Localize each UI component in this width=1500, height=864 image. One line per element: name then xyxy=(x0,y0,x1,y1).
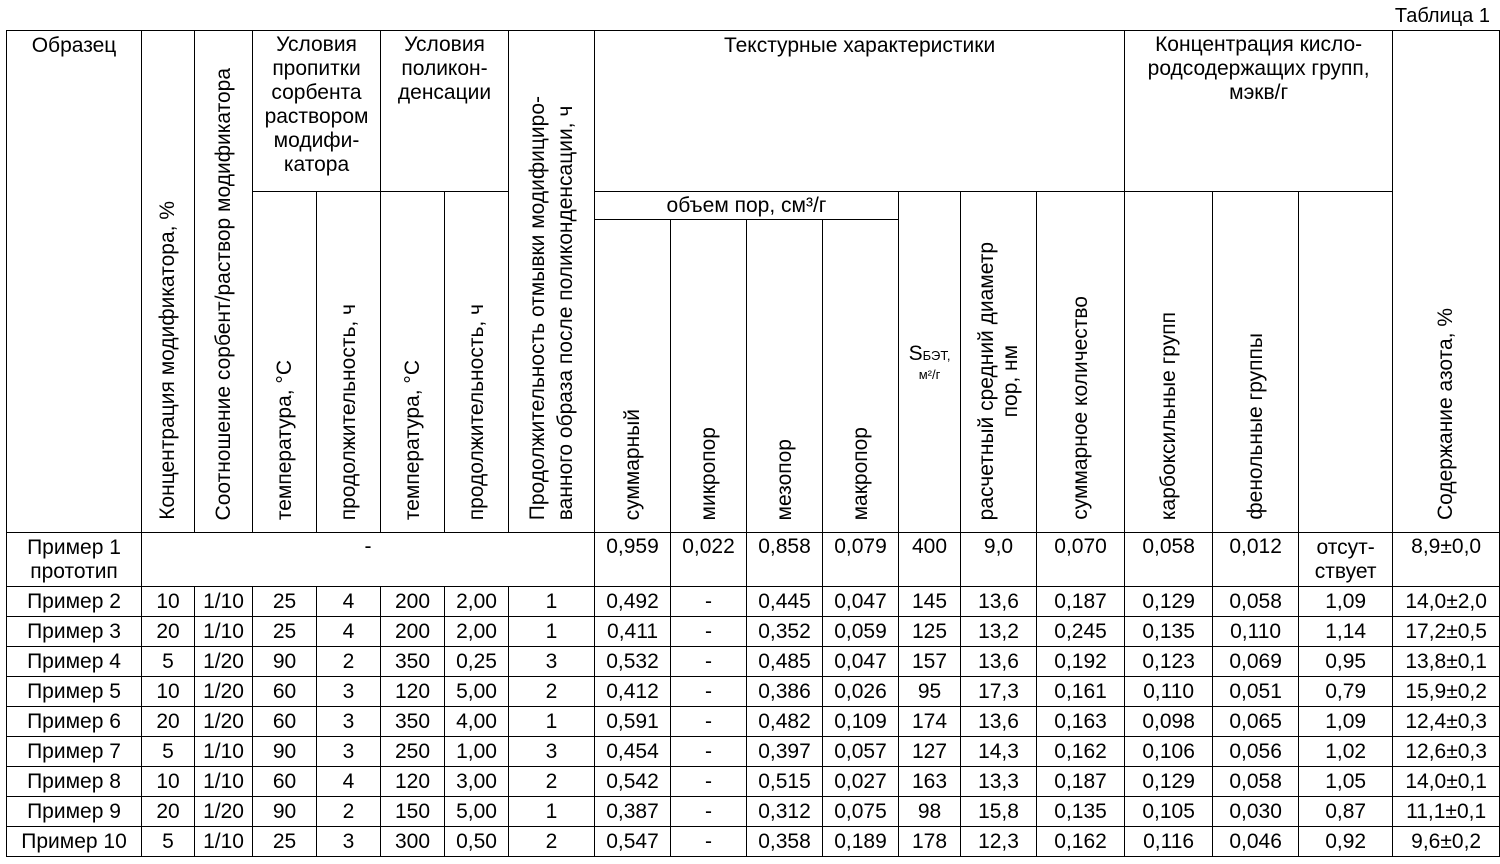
table-cell: 4 xyxy=(317,767,381,797)
header-meso xyxy=(747,220,823,533)
table-body xyxy=(7,31,1500,857)
table-cell: 4 xyxy=(317,617,381,647)
header-sbet xyxy=(899,192,961,533)
table-cell: 14,3 xyxy=(961,737,1037,767)
header-sbet-unit: м²/г xyxy=(918,367,941,382)
row-sample-name: Пример 4 xyxy=(7,647,142,677)
prototype-nitrogen xyxy=(1299,533,1393,587)
header-sbet-sub: БЭТ, xyxy=(922,348,951,363)
header-ratio-label: Соотношение сорбент/раствор модификатора xyxy=(211,67,235,520)
table-cell: 120 xyxy=(381,767,445,797)
table-cell: 15,8 xyxy=(961,797,1037,827)
table-cell: 0,485 xyxy=(747,647,823,677)
header-diam xyxy=(961,192,1037,533)
table-cell: 1/10 xyxy=(195,617,253,647)
table-cell: - xyxy=(671,767,747,797)
table-cell: 0,161 xyxy=(1037,677,1125,707)
row-sample-name: Пример 10 xyxy=(7,827,142,857)
header-poly-dur-label: продолжительность, ч xyxy=(464,303,488,520)
table-cell: 0,87 xyxy=(1299,797,1393,827)
table-cell: 3 xyxy=(317,737,381,767)
table-cell: 0,312 xyxy=(747,797,823,827)
table-cell: 13,6 xyxy=(961,647,1037,677)
table-cell: 0,058 xyxy=(1213,587,1299,617)
table-cell: 3 xyxy=(317,827,381,857)
table-cell: 14,0±2,0 xyxy=(1393,587,1500,617)
header-carboxyl xyxy=(1125,192,1213,533)
table-cell: 1/10 xyxy=(195,767,253,797)
header-impreg-temp xyxy=(253,192,317,533)
table-cell: 13,6 xyxy=(961,587,1037,617)
table-cell: 0,058 xyxy=(1213,767,1299,797)
header-total-label: суммарный xyxy=(620,408,644,520)
table-cell: 0,098 xyxy=(1125,707,1213,737)
table-cell: 0,352 xyxy=(747,617,823,647)
table-cell: 98 xyxy=(899,797,961,827)
table-cell: 5 xyxy=(142,647,195,677)
table-cell: - xyxy=(671,677,747,707)
table-cell: 0,25 xyxy=(445,647,509,677)
header-nitrogen-label: Содержание азота, % xyxy=(1434,307,1458,520)
table-cell: 3 xyxy=(317,677,381,707)
table-cell: 125 xyxy=(899,617,961,647)
table-cell: 0,50 xyxy=(445,827,509,857)
header-sbet-s: S xyxy=(908,342,923,365)
table-cell: 0,047 xyxy=(823,587,899,617)
table-cell: 1/20 xyxy=(195,707,253,737)
table-cell: 2 xyxy=(509,827,595,857)
table-cell: - xyxy=(671,647,747,677)
table-cell: 1/20 xyxy=(195,677,253,707)
table-cell: 0,492 xyxy=(595,587,671,617)
table-cell: - xyxy=(671,617,747,647)
header-modifier-conc-label: Концентрация модификатора, % xyxy=(156,201,179,520)
prototype-carb: 0,058 xyxy=(1125,533,1213,587)
header-nitrogen xyxy=(1393,31,1500,533)
table-cell: 0,105 xyxy=(1125,797,1213,827)
table-cell: 0,056 xyxy=(1213,737,1299,767)
table-cell: 174 xyxy=(899,707,961,737)
header-impregnation: Условия пропитки сорбента раствором модифи-катора xyxy=(253,31,381,192)
table-cell: 90 xyxy=(253,737,317,767)
table-cell: 1,14 xyxy=(1299,617,1393,647)
table-cell: 0,95 xyxy=(1299,647,1393,677)
table-cell: 0,075 xyxy=(823,797,899,827)
header-washing-line2: ванного образа после поликонденсации, ч xyxy=(553,105,577,520)
table-cell: 178 xyxy=(899,827,961,857)
table-cell: 0,192 xyxy=(1037,647,1125,677)
table-cell: 1 xyxy=(509,797,595,827)
table-cell: 163 xyxy=(899,767,961,797)
table-row xyxy=(7,737,1500,767)
table-cell: 1 xyxy=(509,617,595,647)
table-cell: 60 xyxy=(253,707,317,737)
header-washing xyxy=(509,31,595,533)
table-cell: 1,09 xyxy=(1299,707,1393,737)
table-row xyxy=(7,707,1500,737)
header-impreg-temp-label: температура, °С xyxy=(272,359,296,520)
table-cell: 0,245 xyxy=(1037,617,1125,647)
table-row xyxy=(7,587,1500,617)
header-diam-label xyxy=(975,242,1023,520)
table-cell: 1,09 xyxy=(1299,587,1393,617)
table-cell: 10 xyxy=(142,677,195,707)
table-cell: - xyxy=(671,587,747,617)
table-cell: 1/10 xyxy=(195,587,253,617)
table-cell: 0,515 xyxy=(747,767,823,797)
table-cell: 1 xyxy=(509,587,595,617)
table-cell: 5,00 xyxy=(445,677,509,707)
table-cell: 0,110 xyxy=(1125,677,1213,707)
table-cell: 13,6 xyxy=(961,707,1037,737)
header-washing-label xyxy=(524,96,580,520)
table-cell: 0,411 xyxy=(595,617,671,647)
header-phenol xyxy=(1213,192,1299,533)
table-cell: 95 xyxy=(899,677,961,707)
table-cell: 0,482 xyxy=(747,707,823,737)
table-cell: 5 xyxy=(142,737,195,767)
table-cell: 60 xyxy=(253,677,317,707)
prototype-sbet: 400 xyxy=(899,533,961,587)
header-phenol-label: фенольные группы xyxy=(1243,333,1267,520)
table-cell: 1,00 xyxy=(445,737,509,767)
table-row xyxy=(7,647,1500,677)
table-cell: - xyxy=(671,797,747,827)
table-cell: 5,00 xyxy=(445,797,509,827)
table-cell: 17,3 xyxy=(961,677,1037,707)
table-cell: 0,187 xyxy=(1037,587,1125,617)
table-cell: 0,135 xyxy=(1125,617,1213,647)
table-cell: 4,00 xyxy=(445,707,509,737)
table-cell: 0,123 xyxy=(1125,647,1213,677)
table-cell: 12,6±0,3 xyxy=(1393,737,1500,767)
table-cell: 13,2 xyxy=(961,617,1037,647)
table-cell: 3,00 xyxy=(445,767,509,797)
table-cell: 4 xyxy=(317,587,381,617)
table-cell: 2,00 xyxy=(445,617,509,647)
table-cell: 1/10 xyxy=(195,737,253,767)
table-cell: 0,110 xyxy=(1213,617,1299,647)
table-cell: 0,591 xyxy=(595,707,671,737)
table-cell: 0,92 xyxy=(1299,827,1393,857)
table-cell: 0,412 xyxy=(595,677,671,707)
row-sample-name: Пример 3 xyxy=(7,617,142,647)
table-cell: 120 xyxy=(381,677,445,707)
table-row xyxy=(7,827,1500,857)
table-cell: 10 xyxy=(142,767,195,797)
table-cell: 250 xyxy=(381,737,445,767)
table-cell: 13,8±0,1 xyxy=(1393,647,1500,677)
table-cell: 1,05 xyxy=(1299,767,1393,797)
table-cell: 157 xyxy=(899,647,961,677)
prototype-diam: 9,0 xyxy=(961,533,1037,587)
table-cell: 25 xyxy=(253,827,317,857)
table-cell: 25 xyxy=(253,587,317,617)
table-row xyxy=(7,617,1500,647)
table-cell: 1/10 xyxy=(195,827,253,857)
row-sample-name: Пример 9 xyxy=(7,797,142,827)
header-poly-temp-label: температура, °С xyxy=(400,359,424,520)
prototype-nitrogen-line2: ствует xyxy=(1314,559,1377,583)
table-cell: 0,047 xyxy=(823,647,899,677)
table-cell: 0,129 xyxy=(1125,767,1213,797)
table-cell: 0,547 xyxy=(595,827,671,857)
prototype-row xyxy=(7,533,1500,587)
table-cell: - xyxy=(671,737,747,767)
table-cell: 0,109 xyxy=(823,707,899,737)
header-diam-line1: расчетный средний диаметр xyxy=(974,241,998,520)
table-cell: 0,163 xyxy=(1037,707,1125,737)
table-cell: 150 xyxy=(381,797,445,827)
table-cell: 0,030 xyxy=(1213,797,1299,827)
table-row xyxy=(7,677,1500,707)
table-cell: 200 xyxy=(381,617,445,647)
table-cell: 20 xyxy=(142,707,195,737)
table-cell: 9,6±0,2 xyxy=(1393,827,1500,857)
prototype-name xyxy=(7,533,142,587)
prototype-phen: 0,012 xyxy=(1213,533,1299,587)
table-cell: 13,3 xyxy=(961,767,1037,797)
header-diam-line2: пор, нм xyxy=(998,344,1022,418)
table-cell: 2 xyxy=(317,647,381,677)
header-sum-qty xyxy=(1037,192,1125,533)
table-cell: 0,358 xyxy=(747,827,823,857)
header-texture: Текстурные характеристики xyxy=(595,31,1125,192)
header-washing-line1: Продолжительность отмывки модифициро- xyxy=(525,95,549,520)
table-cell: 0,129 xyxy=(1125,587,1213,617)
header-meso-label: мезопор xyxy=(772,438,796,520)
table-row xyxy=(7,797,1500,827)
table-cell: 1,02 xyxy=(1299,737,1393,767)
table-cell: 200 xyxy=(381,587,445,617)
table-cell: 0,051 xyxy=(1213,677,1299,707)
header-ratio xyxy=(195,31,253,533)
table-cell: 90 xyxy=(253,647,317,677)
table-cell: 0,027 xyxy=(823,767,899,797)
row-sample-name: Пример 2 xyxy=(7,587,142,617)
table-cell: 0,386 xyxy=(747,677,823,707)
table-cell: 3 xyxy=(509,737,595,767)
table-cell: 20 xyxy=(142,797,195,827)
table-cell: 127 xyxy=(899,737,961,767)
table-cell: 0,387 xyxy=(595,797,671,827)
table-cell: 2,00 xyxy=(445,587,509,617)
table-cell: 0,059 xyxy=(823,617,899,647)
header-poly-temp xyxy=(381,192,445,533)
header-carboxyl-label: карбоксильные групп xyxy=(1156,311,1180,520)
header-micro-label: микропор xyxy=(696,426,720,520)
row-sample-name: Пример 6 xyxy=(7,707,142,737)
table-cell: 145 xyxy=(899,587,961,617)
table-cell: 14,0±0,1 xyxy=(1393,767,1500,797)
table-cell: 3 xyxy=(509,647,595,677)
table-cell: 0,135 xyxy=(1037,797,1125,827)
table-cell: 0,069 xyxy=(1213,647,1299,677)
table-cell: 90 xyxy=(253,797,317,827)
table-cell: 0,116 xyxy=(1125,827,1213,857)
prototype-micro: 0,022 xyxy=(671,533,747,587)
table-cell: 350 xyxy=(381,647,445,677)
table-cell: 25 xyxy=(253,617,317,647)
table-cell: 1/20 xyxy=(195,647,253,677)
header-oxygen: Концентрация кисло-родсодержащих групп, мэкв/г xyxy=(1125,31,1393,192)
table-cell: 2 xyxy=(317,797,381,827)
table-cell: 20 xyxy=(142,617,195,647)
table-cell: - xyxy=(671,707,747,737)
header-pore-volume: объем пор, см³/г xyxy=(595,192,899,220)
table-cell: 11,1±0,1 xyxy=(1393,797,1500,827)
prototype-macro: 0,079 xyxy=(823,533,899,587)
header-micro xyxy=(671,220,747,533)
table-cell: 300 xyxy=(381,827,445,857)
header-sum-qty-label: суммарное количество xyxy=(1068,296,1092,520)
header-row-1 xyxy=(7,31,1500,192)
table-cell: 0,026 xyxy=(823,677,899,707)
table-cell: 12,3 xyxy=(961,827,1037,857)
header-modifier-conc xyxy=(142,31,195,533)
table-cell: 0,79 xyxy=(1299,677,1393,707)
table-cell: 0,162 xyxy=(1037,827,1125,857)
prototype-dash: - xyxy=(142,533,595,587)
prototype-albumin: 8,9±0,0 xyxy=(1393,533,1500,587)
table-cell: 2 xyxy=(509,767,595,797)
table-cell: 350 xyxy=(381,707,445,737)
prototype-name-line1: Пример 1 xyxy=(27,535,121,559)
prototype-name-line2: прототип xyxy=(30,559,118,583)
table-cell: 0,542 xyxy=(595,767,671,797)
table-cell: 60 xyxy=(253,767,317,797)
table-cell: 17,2±0,5 xyxy=(1393,617,1500,647)
prototype-sum: 0,070 xyxy=(1037,533,1125,587)
header-macro-label: макропор xyxy=(848,426,872,520)
header-sample: Образец xyxy=(7,31,142,533)
prototype-nitrogen-line1: отсут- xyxy=(1316,535,1375,559)
table-cell: 0,189 xyxy=(823,827,899,857)
table-cell: 0,532 xyxy=(595,647,671,677)
table-cell: 3 xyxy=(317,707,381,737)
table-cell: 12,4±0,3 xyxy=(1393,707,1500,737)
table-cell: 1 xyxy=(509,707,595,737)
row-sample-name: Пример 5 xyxy=(7,677,142,707)
table-cell: 2 xyxy=(509,677,595,707)
table-cell: 0,065 xyxy=(1213,707,1299,737)
header-polycond: Условия поликон-денсации xyxy=(381,31,509,192)
table-cell: 15,9±0,2 xyxy=(1393,677,1500,707)
table-cell: 0,046 xyxy=(1213,827,1299,857)
prototype-total: 0,959 xyxy=(595,533,671,587)
table-cell: 5 xyxy=(142,827,195,857)
table-cell: 0,106 xyxy=(1125,737,1213,767)
header-poly-dur xyxy=(445,192,509,533)
table-row xyxy=(7,767,1500,797)
row-sample-name: Пример 7 xyxy=(7,737,142,767)
table-cell: 0,445 xyxy=(747,587,823,617)
header-macro xyxy=(823,220,899,533)
prototype-meso: 0,858 xyxy=(747,533,823,587)
table-cell: 0,187 xyxy=(1037,767,1125,797)
table-cell: 0,454 xyxy=(595,737,671,767)
header-impreg-dur xyxy=(317,192,381,533)
data-table xyxy=(6,30,1500,857)
table-cell: 0,397 xyxy=(747,737,823,767)
header-total xyxy=(595,220,671,533)
header-impreg-dur-label: продолжительность, ч xyxy=(336,303,360,520)
table-cell: 1/20 xyxy=(195,797,253,827)
table-cell: 0,057 xyxy=(823,737,899,767)
table-cell: 10 xyxy=(142,587,195,617)
table-cell: 0,162 xyxy=(1037,737,1125,767)
table-caption: Таблица 1 xyxy=(1394,5,1490,27)
table-cell: - xyxy=(671,827,747,857)
row-sample-name: Пример 8 xyxy=(7,767,142,797)
